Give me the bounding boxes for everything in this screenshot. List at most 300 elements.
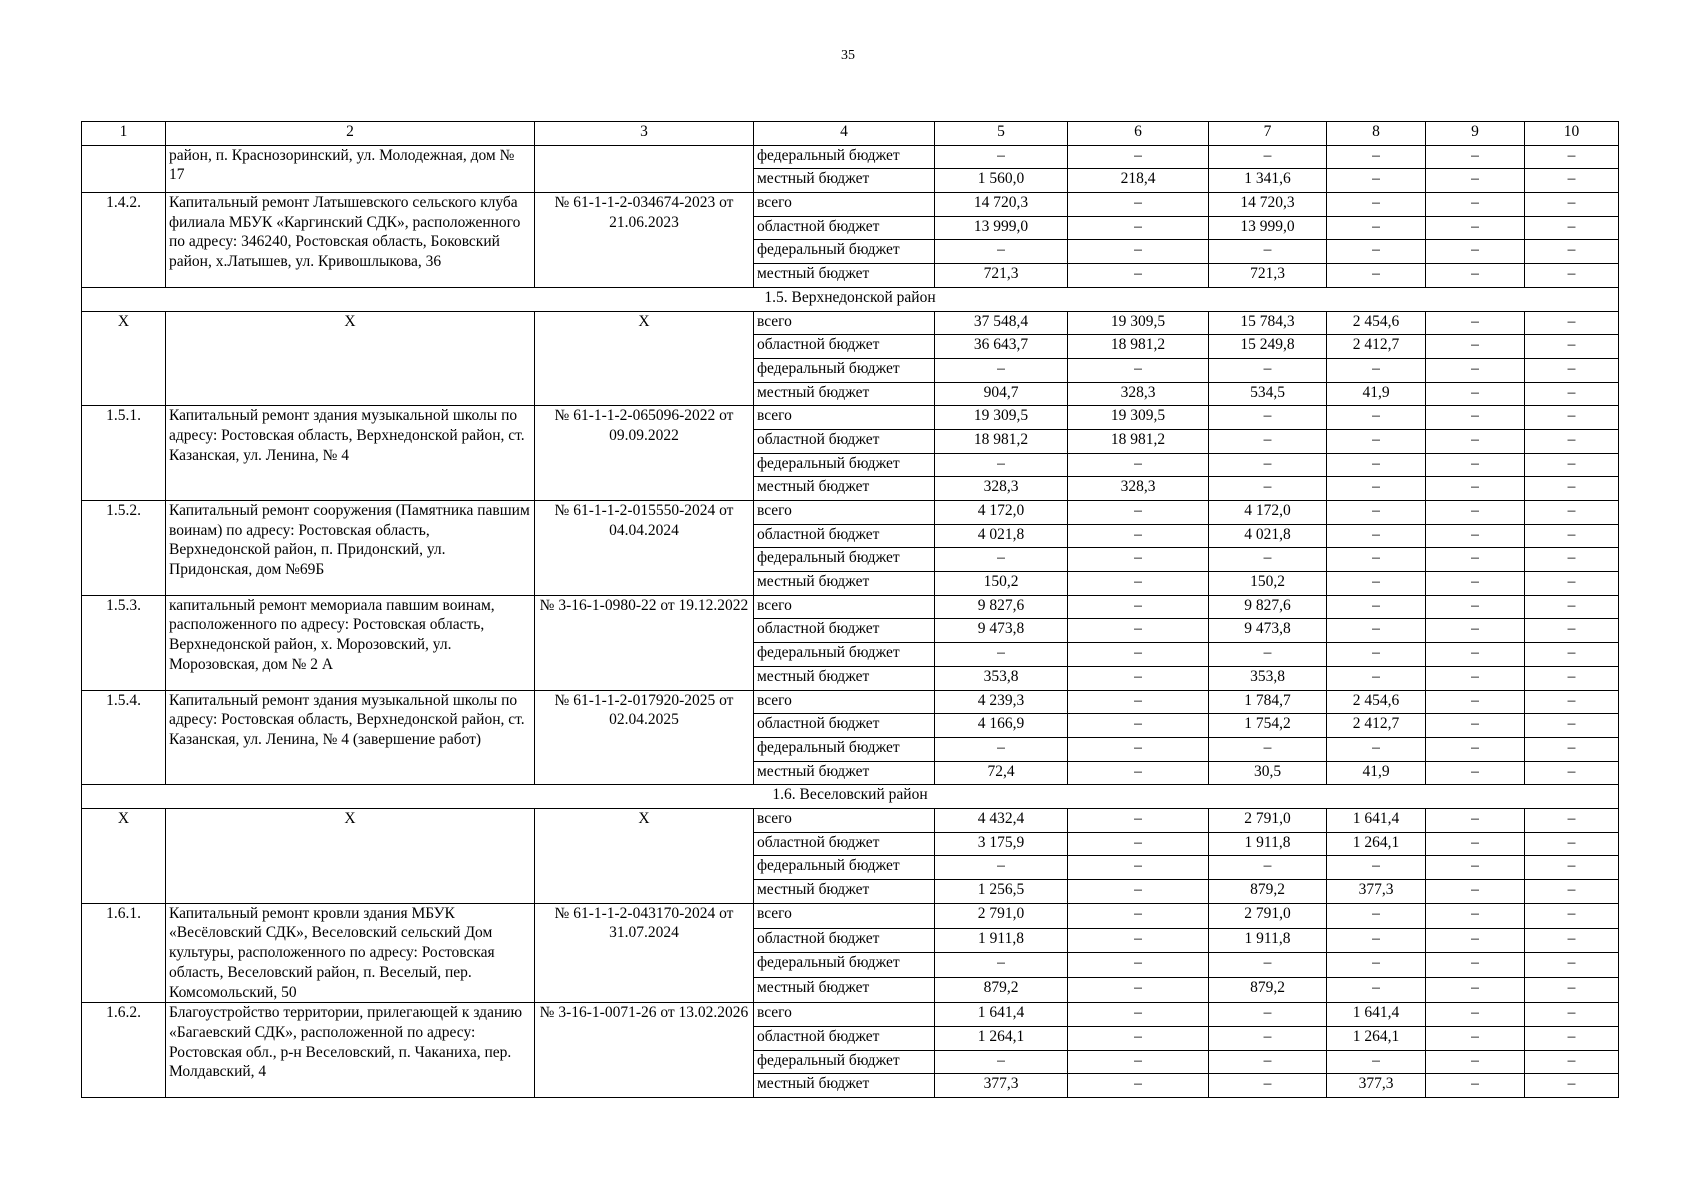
amount-cell: 218,4 [1068, 169, 1209, 193]
amount-cell: 328,3 [935, 477, 1068, 501]
amount-cell: 9 827,6 [1209, 595, 1327, 619]
amount-cell: 1 911,8 [1209, 832, 1327, 856]
amount-cell: – [1525, 382, 1619, 406]
amount-cell: – [1209, 477, 1327, 501]
amount-cell: – [935, 358, 1068, 382]
amount-cell: – [1525, 216, 1619, 240]
budget-source-label: местный бюджет [754, 666, 935, 690]
table-row [82, 145, 1619, 169]
column-number-cell: 5 [935, 122, 1068, 146]
amount-cell: – [1068, 453, 1209, 477]
amount-cell: – [1426, 335, 1525, 359]
amount-cell: – [935, 240, 1068, 264]
amount-cell: – [1426, 216, 1525, 240]
amount-cell: – [1068, 240, 1209, 264]
budget-source-label: местный бюджет [754, 572, 935, 596]
amount-cell: – [1327, 595, 1426, 619]
amount-cell: 15 784,3 [1209, 311, 1327, 335]
amount-cell: 1 264,1 [935, 1026, 1068, 1050]
budget-source-label: федеральный бюджет [754, 240, 935, 264]
amount-cell: – [1068, 953, 1209, 978]
amount-cell: – [1525, 1050, 1619, 1074]
amount-cell: – [935, 145, 1068, 169]
item-number: 1.5.4. [82, 690, 166, 785]
amount-cell: 377,3 [935, 1074, 1068, 1098]
item-name: Капитальный ремонт здания музыкальной школы по адресу: Ростовская область, Верхнедонской район, ст. Казанская, ул. Ленина, № 4 (завершение работ) [166, 690, 535, 785]
amount-cell: 18 981,2 [935, 429, 1068, 453]
item-name: Х [166, 808, 535, 903]
amount-cell: – [1068, 145, 1209, 169]
amount-cell: 30,5 [1209, 761, 1327, 785]
amount-cell: – [1327, 216, 1426, 240]
amount-cell: – [1426, 524, 1525, 548]
amount-cell: 377,3 [1327, 880, 1426, 904]
amount-cell: – [1327, 619, 1426, 643]
amount-cell: 2 791,0 [935, 903, 1068, 928]
amount-cell: – [1525, 572, 1619, 596]
amount-cell: – [1068, 690, 1209, 714]
amount-cell: – [1426, 193, 1525, 217]
amount-cell: – [1068, 1026, 1209, 1050]
amount-cell: – [1068, 978, 1209, 1003]
budget-source-label: областной бюджет [754, 524, 935, 548]
amount-cell: – [1525, 643, 1619, 667]
budget-source-label: областной бюджет [754, 216, 935, 240]
budget-source-label: областной бюджет [754, 429, 935, 453]
budget-source-label: всего [754, 690, 935, 714]
amount-cell: – [1068, 548, 1209, 572]
amount-cell: 2 791,0 [1209, 808, 1327, 832]
amount-cell: – [1426, 595, 1525, 619]
amount-cell: – [1426, 856, 1525, 880]
amount-cell: – [1525, 145, 1619, 169]
amount-cell: – [1426, 429, 1525, 453]
amount-cell: – [1426, 548, 1525, 572]
amount-cell: – [935, 548, 1068, 572]
column-number-cell: 10 [1525, 122, 1619, 146]
amount-cell: – [1426, 1026, 1525, 1050]
amount-cell: – [1327, 666, 1426, 690]
amount-cell: – [1068, 714, 1209, 738]
budget-source-label: всего [754, 595, 935, 619]
amount-cell: 534,5 [1209, 382, 1327, 406]
table-row [82, 595, 1619, 619]
amount-cell: – [1209, 1074, 1327, 1098]
amount-cell: 4 172,0 [935, 501, 1068, 525]
amount-cell: – [1525, 714, 1619, 738]
amount-cell: – [1068, 737, 1209, 761]
amount-cell: – [1426, 406, 1525, 430]
amount-cell: – [1525, 690, 1619, 714]
item-name: Капитальный ремонт кровли здания МБУК «Весёловский СДК», Веселовский сельский Дом культуры, расположенного по адресу: Ростовская область, Веселовский район, п. Веселый, пер. Комсомольский, 50 [166, 903, 535, 1003]
budget-source-label: всего [754, 808, 935, 832]
amount-cell: 13 999,0 [1209, 216, 1327, 240]
amount-cell: 1 784,7 [1209, 690, 1327, 714]
table-row [82, 690, 1619, 714]
amount-cell: – [1068, 524, 1209, 548]
budget-source-label: областной бюджет [754, 714, 935, 738]
amount-cell: – [1327, 978, 1426, 1003]
table-row [82, 903, 1619, 928]
item-document: № 61-1-1-2-017920-2025 от 02.04.2025 [535, 690, 754, 785]
amount-cell: – [1327, 643, 1426, 667]
amount-cell: – [1426, 928, 1525, 953]
amount-cell: 150,2 [935, 572, 1068, 596]
amount-cell: – [1525, 808, 1619, 832]
amount-cell: 2 412,7 [1327, 714, 1426, 738]
amount-cell: 9 473,8 [1209, 619, 1327, 643]
amount-cell: 14 720,3 [1209, 193, 1327, 217]
amount-cell: 1 560,0 [935, 169, 1068, 193]
amount-cell: – [1426, 643, 1525, 667]
budget-source-label: всего [754, 903, 935, 928]
amount-cell: 41,9 [1327, 382, 1426, 406]
amount-cell: – [1327, 1050, 1426, 1074]
amount-cell: – [1068, 216, 1209, 240]
budget-source-label: федеральный бюджет [754, 737, 935, 761]
amount-cell: 721,3 [935, 264, 1068, 288]
budget-source-label: местный бюджет [754, 477, 935, 501]
budget-source-label: федеральный бюджет [754, 358, 935, 382]
amount-cell: – [1525, 737, 1619, 761]
item-number: 1.5.1. [82, 406, 166, 501]
amount-cell: – [1209, 240, 1327, 264]
amount-cell: – [1068, 193, 1209, 217]
item-name: район, п. Краснозоринский, ул. Молодежная, дом № 17 [166, 145, 535, 192]
budget-source-label: федеральный бюджет [754, 953, 935, 978]
budget-source-label: федеральный бюджет [754, 548, 935, 572]
item-document: Х [535, 808, 754, 903]
page-number: 35 [841, 48, 855, 63]
budget-source-label: федеральный бюджет [754, 856, 935, 880]
amount-cell: – [1525, 477, 1619, 501]
item-number: 1.6.2. [82, 1003, 166, 1098]
amount-cell: – [935, 453, 1068, 477]
amount-cell: – [1525, 832, 1619, 856]
amount-cell: 879,2 [935, 978, 1068, 1003]
amount-cell: – [1525, 453, 1619, 477]
amount-cell: 19 309,5 [1068, 406, 1209, 430]
amount-cell: 328,3 [1068, 382, 1209, 406]
amount-cell: 2 791,0 [1209, 903, 1327, 928]
budget-source-label: местный бюджет [754, 169, 935, 193]
amount-cell: – [1068, 264, 1209, 288]
column-number-cell: 9 [1426, 122, 1525, 146]
item-name: Капитальный ремонт Латышевского сельского клуба филиала МБУК «Каргинский СДК», расположенного по адресу: 346240, Ростовская область, Боковский район, х.Латышев, ул. Кривошлыкова, 36 [166, 193, 535, 288]
amount-cell: – [1426, 1074, 1525, 1098]
amount-cell: – [1068, 880, 1209, 904]
amount-cell: 2 412,7 [1327, 335, 1426, 359]
amount-cell: – [1525, 595, 1619, 619]
item-document: № 61-1-1-2-065096-2022 от 09.09.2022 [535, 406, 754, 501]
amount-cell: – [1525, 903, 1619, 928]
amount-cell: – [1426, 666, 1525, 690]
amount-cell: – [1426, 358, 1525, 382]
amount-cell: 1 911,8 [1209, 928, 1327, 953]
amount-cell: 9 827,6 [935, 595, 1068, 619]
item-name: Х [166, 311, 535, 406]
amount-cell: – [1327, 453, 1426, 477]
item-document: № 3-16-1-0980-22 от 19.12.2022 [535, 595, 754, 690]
item-number: Х [82, 311, 166, 406]
amount-cell: 72,4 [935, 761, 1068, 785]
amount-cell: – [1525, 666, 1619, 690]
amount-cell: 879,2 [1209, 978, 1327, 1003]
amount-cell: – [1327, 501, 1426, 525]
amount-cell: 1 341,6 [1209, 169, 1327, 193]
section-title: 1.5. Верхнедонской район [82, 287, 1619, 311]
budget-table [81, 121, 1619, 1098]
amount-cell: – [1209, 856, 1327, 880]
amount-cell: 353,8 [1209, 666, 1327, 690]
amount-cell: – [1426, 477, 1525, 501]
amount-cell: 13 999,0 [935, 216, 1068, 240]
amount-cell: 36 643,7 [935, 335, 1068, 359]
amount-cell: – [1068, 358, 1209, 382]
budget-source-label: федеральный бюджет [754, 145, 935, 169]
budget-source-label: местный бюджет [754, 1074, 935, 1098]
amount-cell: – [1426, 240, 1525, 264]
amount-cell: – [1068, 595, 1209, 619]
amount-cell: – [1068, 903, 1209, 928]
amount-cell: – [1327, 856, 1426, 880]
column-number-cell: 3 [535, 122, 754, 146]
amount-cell: – [1525, 953, 1619, 978]
table-row [82, 1003, 1619, 1027]
budget-source-label: областной бюджет [754, 832, 935, 856]
amount-cell: 4 021,8 [1209, 524, 1327, 548]
budget-source-label: местный бюджет [754, 264, 935, 288]
amount-cell: – [1426, 1050, 1525, 1074]
amount-cell: 4 021,8 [935, 524, 1068, 548]
amount-cell: – [1327, 524, 1426, 548]
amount-cell: – [935, 856, 1068, 880]
amount-cell: – [1209, 548, 1327, 572]
table-row [82, 193, 1619, 217]
amount-cell: – [1068, 501, 1209, 525]
amount-cell: 353,8 [935, 666, 1068, 690]
amount-cell: – [1327, 169, 1426, 193]
amount-cell: 1 911,8 [935, 928, 1068, 953]
item-number: 1.6.1. [82, 903, 166, 1003]
item-name: Капитальный ремонт здания музыкальной школы по адресу: Ростовская область, Верхнедонской район, ст. Казанская, ул. Ленина, № 4 [166, 406, 535, 501]
amount-cell: – [1327, 953, 1426, 978]
amount-cell: 9 473,8 [935, 619, 1068, 643]
amount-cell: – [1209, 358, 1327, 382]
amount-cell: – [1525, 264, 1619, 288]
budget-source-label: областной бюджет [754, 619, 935, 643]
item-name: Благоустройство территории, прилегающей к зданию «Багаевский СДК», расположенной по адресу: Ростовская обл., р-н Веселовский, п. Чаканиха, пер. Молдавский, 4 [166, 1003, 535, 1098]
amount-cell: – [1525, 358, 1619, 382]
amount-cell: 1 256,5 [935, 880, 1068, 904]
amount-cell: – [1209, 1003, 1327, 1027]
amount-cell: 19 309,5 [1068, 311, 1209, 335]
amount-cell: – [1426, 832, 1525, 856]
column-number-cell: 7 [1209, 122, 1327, 146]
item-number: 1.5.3. [82, 595, 166, 690]
budget-source-label: местный бюджет [754, 978, 935, 1003]
amount-cell: – [1209, 953, 1327, 978]
amount-cell: – [935, 1050, 1068, 1074]
amount-cell: 3 175,9 [935, 832, 1068, 856]
amount-cell: – [1327, 145, 1426, 169]
amount-cell: – [1068, 856, 1209, 880]
amount-cell: 4 172,0 [1209, 501, 1327, 525]
amount-cell: – [1426, 169, 1525, 193]
amount-cell: 1 641,4 [1327, 808, 1426, 832]
amount-cell: – [1327, 903, 1426, 928]
table-row [82, 501, 1619, 525]
amount-cell: – [1525, 928, 1619, 953]
budget-source-label: местный бюджет [754, 382, 935, 406]
amount-cell: – [1426, 572, 1525, 596]
amount-cell: 1 641,4 [935, 1003, 1068, 1027]
item-number: 1.4.2. [82, 193, 166, 288]
amount-cell: 19 309,5 [935, 406, 1068, 430]
budget-source-label: всего [754, 311, 935, 335]
amount-cell: 1 264,1 [1327, 1026, 1426, 1050]
amount-cell: – [1525, 978, 1619, 1003]
amount-cell: – [1525, 1003, 1619, 1027]
amount-cell: 1 754,2 [1209, 714, 1327, 738]
amount-cell: – [1327, 477, 1426, 501]
amount-cell: – [1525, 406, 1619, 430]
item-document: Х [535, 311, 754, 406]
amount-cell: 18 981,2 [1068, 429, 1209, 453]
amount-cell: – [1068, 808, 1209, 832]
amount-cell: – [1426, 690, 1525, 714]
item-name: капитальный ремонт мемориала павшим воинам, расположенного по адресу: Ростовская область, Верхнедонской район, х. Морозовский, ул. Морозовская, дом № 2 А [166, 595, 535, 690]
amount-cell: – [1068, 1050, 1209, 1074]
amount-cell: 377,3 [1327, 1074, 1426, 1098]
item-number [82, 145, 166, 192]
amount-cell: 18 981,2 [1068, 335, 1209, 359]
amount-cell: – [1068, 643, 1209, 667]
budget-source-label: местный бюджет [754, 880, 935, 904]
table-row [82, 311, 1619, 335]
amount-cell: 879,2 [1209, 880, 1327, 904]
amount-cell: – [1209, 1050, 1327, 1074]
amount-cell: 1 641,4 [1327, 1003, 1426, 1027]
amount-cell: – [1426, 978, 1525, 1003]
budget-source-label: федеральный бюджет [754, 643, 935, 667]
amount-cell: – [1209, 1026, 1327, 1050]
budget-source-label: областной бюджет [754, 1026, 935, 1050]
budget-source-label: всего [754, 406, 935, 430]
amount-cell: – [1068, 572, 1209, 596]
item-document [535, 145, 754, 192]
section-row [82, 287, 1619, 311]
amount-cell: 4 239,3 [935, 690, 1068, 714]
amount-cell: 15 249,8 [1209, 335, 1327, 359]
item-number: Х [82, 808, 166, 903]
amount-cell: – [1068, 619, 1209, 643]
amount-cell: – [1525, 880, 1619, 904]
amount-cell: – [1525, 524, 1619, 548]
item-document: № 61-1-1-2-015550-2024 от 04.04.2024 [535, 501, 754, 596]
amount-cell: – [1426, 264, 1525, 288]
amount-cell: 721,3 [1209, 264, 1327, 288]
amount-cell: – [1426, 761, 1525, 785]
amount-cell: – [1426, 501, 1525, 525]
amount-cell: – [1209, 737, 1327, 761]
amount-cell: – [1426, 453, 1525, 477]
amount-cell: – [1525, 1026, 1619, 1050]
amount-cell: – [1426, 737, 1525, 761]
amount-cell: – [1525, 501, 1619, 525]
amount-cell: – [1327, 548, 1426, 572]
amount-cell: – [1426, 903, 1525, 928]
amount-cell: – [1525, 169, 1619, 193]
item-document: № 3-16-1-0071-26 от 13.02.2026 [535, 1003, 754, 1098]
amount-cell: – [1426, 880, 1525, 904]
amount-cell: 14 720,3 [935, 193, 1068, 217]
budget-source-label: федеральный бюджет [754, 453, 935, 477]
column-number-cell: 1 [82, 122, 166, 146]
amount-cell: – [1209, 145, 1327, 169]
amount-cell: – [1068, 928, 1209, 953]
budget-source-label: всего [754, 193, 935, 217]
amount-cell: 904,7 [935, 382, 1068, 406]
amount-cell: – [1525, 429, 1619, 453]
amount-cell: – [1525, 240, 1619, 264]
amount-cell: – [1327, 240, 1426, 264]
amount-cell: 328,3 [1068, 477, 1209, 501]
amount-cell: – [1426, 808, 1525, 832]
amount-cell: – [1068, 761, 1209, 785]
amount-cell: 2 454,6 [1327, 690, 1426, 714]
column-number-cell: 4 [754, 122, 935, 146]
item-document: № 61-1-1-2-043170-2024 от 31.07.2024 [535, 903, 754, 1003]
column-number-row [82, 122, 1619, 146]
amount-cell: – [1209, 429, 1327, 453]
amount-cell: – [1426, 619, 1525, 643]
section-row [82, 785, 1619, 809]
amount-cell: – [1525, 856, 1619, 880]
amount-cell: – [1525, 548, 1619, 572]
column-number-cell: 8 [1327, 122, 1426, 146]
amount-cell: – [935, 953, 1068, 978]
budget-source-label: всего [754, 1003, 935, 1027]
table-row [82, 406, 1619, 430]
amount-cell: – [1209, 406, 1327, 430]
amount-cell: – [1209, 643, 1327, 667]
budget-source-label: областной бюджет [754, 335, 935, 359]
amount-cell: – [1426, 1003, 1525, 1027]
amount-cell: – [1068, 1074, 1209, 1098]
column-number-cell: 6 [1068, 122, 1209, 146]
budget-source-label: всего [754, 501, 935, 525]
item-number: 1.5.2. [82, 501, 166, 596]
amount-cell: – [1426, 953, 1525, 978]
amount-cell: – [1525, 335, 1619, 359]
item-document: № 61-1-1-2-034674-2023 от 21.06.2023 [535, 193, 754, 288]
amount-cell: – [1209, 453, 1327, 477]
amount-cell: – [935, 643, 1068, 667]
amount-cell: – [1525, 1074, 1619, 1098]
amount-cell: – [1426, 311, 1525, 335]
amount-cell: – [1525, 311, 1619, 335]
amount-cell: – [1327, 429, 1426, 453]
amount-cell: 150,2 [1209, 572, 1327, 596]
item-name: Капитальный ремонт сооружения (Памятника павшим воинам) по адресу: Ростовская область, Верхнедонской район, п. Придонский, ул. Придонская, дом №69Б [166, 501, 535, 596]
amount-cell: 4 166,9 [935, 714, 1068, 738]
amount-cell: – [1068, 1003, 1209, 1027]
amount-cell: – [1327, 928, 1426, 953]
amount-cell: 1 264,1 [1327, 832, 1426, 856]
amount-cell: – [1327, 264, 1426, 288]
amount-cell: 4 432,4 [935, 808, 1068, 832]
